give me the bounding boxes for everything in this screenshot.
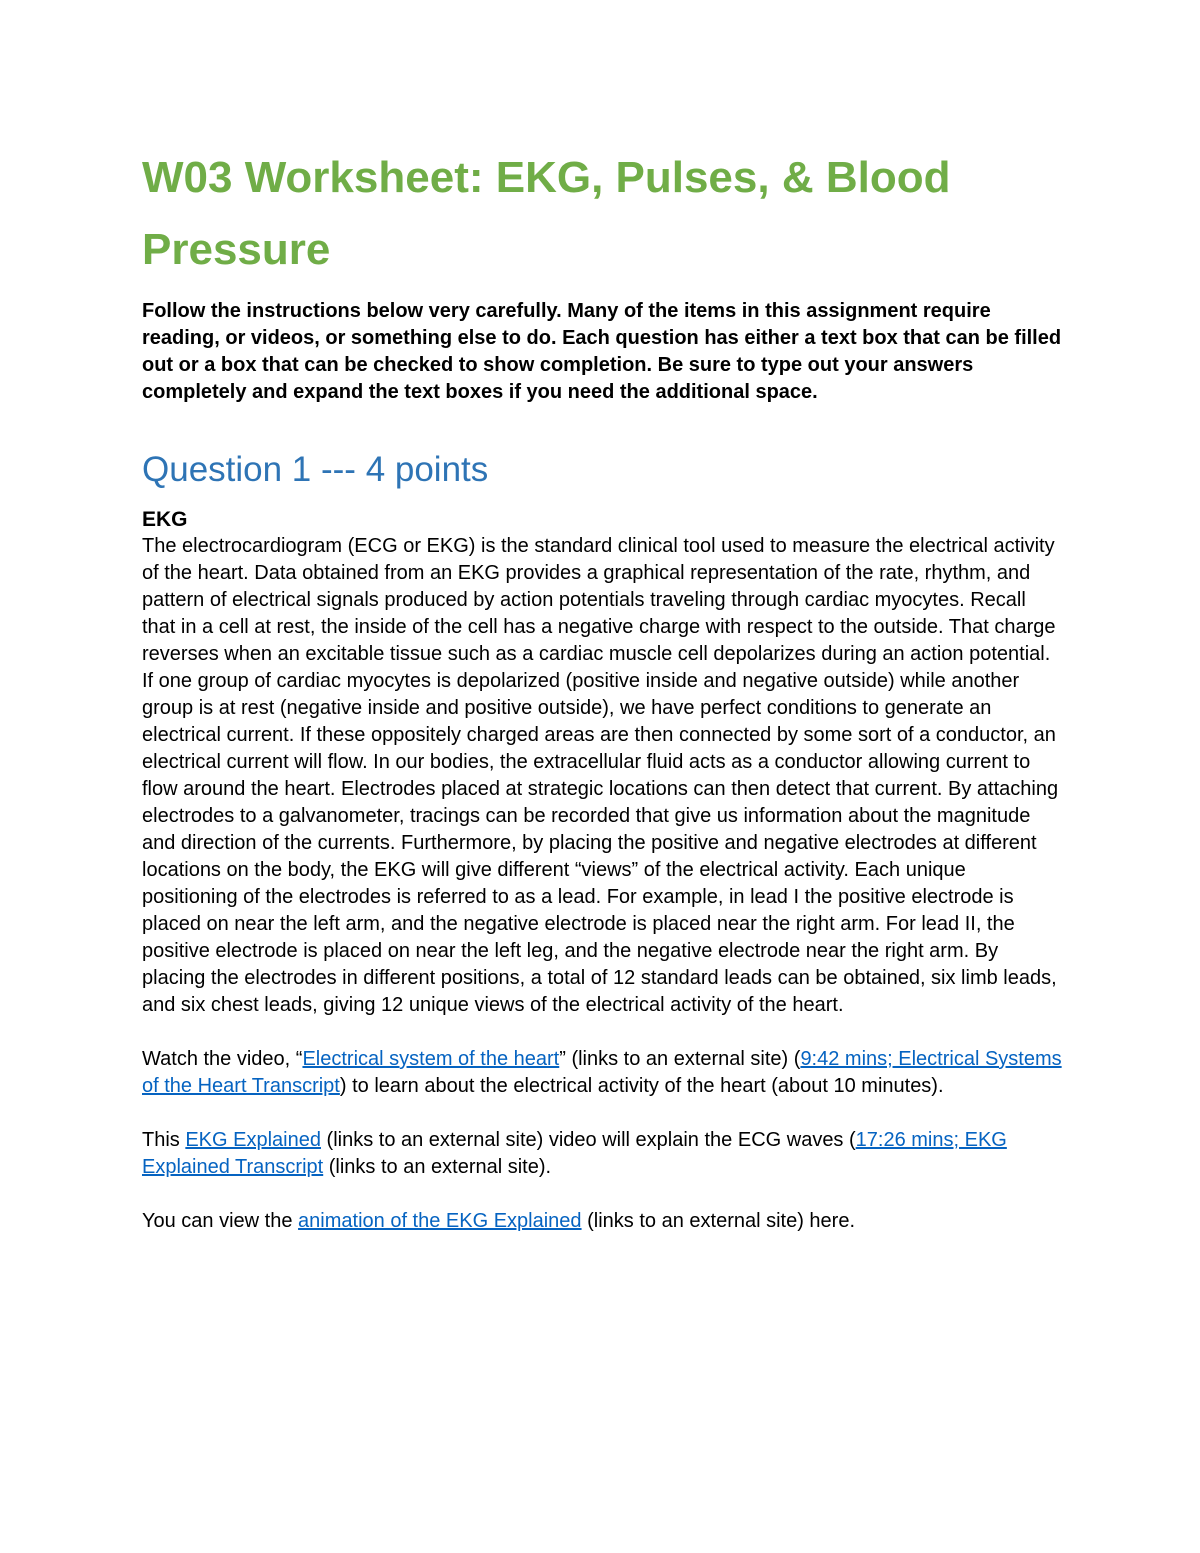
animation-text-2: (links to an external site) here. <box>581 1210 856 1232</box>
electrical-system-video-link[interactable]: Electrical system of the heart <box>302 1048 560 1070</box>
watch-text-1: Watch the video, “ <box>142 1048 303 1070</box>
ekg-explained-video-link[interactable]: EKG Explained <box>185 1129 321 1151</box>
ekg-explained-transcript-link[interactable]: 17:26 mins; EKG Explained Transcript <box>142 1129 1007 1178</box>
watch-video-paragraph <box>142 1046 1062 1100</box>
ekg-text-1: This <box>142 1129 186 1151</box>
watch-text-2: ” (links to an external site) ( <box>559 1048 801 1070</box>
intro-instructions: Follow the instructions below very carefully. Many of the items in this assignment require reading, or videos, or something else to do. Each question has either a text box that can be filled out or a box that can be checked to show completion. Be sure to type out your answers completely and expand the text boxes if you need the additional space. <box>142 300 1062 403</box>
electrical-system-transcript-link[interactable]: 9:42 mins; Electrical Systems of the Heart Transcript <box>142 1048 1062 1097</box>
animation-paragraph <box>142 1208 1062 1235</box>
question-1-heading: Question 1 --- 4 points <box>142 450 489 489</box>
worksheet-title: W03 Worksheet: EKG, Pulses, & Blood Pressure <box>142 153 951 274</box>
watch-text-3: ) to learn about the electrical activity of the heart (about 10 minutes). <box>339 1075 944 1097</box>
animation-text-1: You can view the <box>142 1210 299 1232</box>
ekg-subheading: EKG <box>142 508 188 531</box>
ekg-animation-link[interactable]: animation of the EKG Explained <box>298 1210 582 1232</box>
ekg-explained-paragraph <box>142 1127 1062 1181</box>
ekg-text-2: (links to an external site) video will explain the ECG waves ( <box>320 1129 856 1151</box>
ekg-text-3: (links to an external site). <box>323 1156 552 1178</box>
document-content <box>142 142 1062 1235</box>
ekg-body-paragraph: The electrocardiogram (ECG or EKG) is the standard clinical tool used to measure the electrical activity of the heart. Data obtained from an EKG provides a graphical representation of the rate, rhythm, and pattern of electrical signals produced by action potentials traveling through cardiac myocytes. Recall that in a cell at rest, the inside of the cell has a negative charge with respect to the outside. That charge reverses when an excitable tissue such as a cardiac muscle cell depolarizes during an action potential. If one group of cardiac myocytes is depolarized (positive inside and negative outside) while another group is at rest (negative inside and positive outside), we have perfect conditions to generate an electrical current. If these oppositely charged areas are then connected by some sort of a conductor, an electrical current will flow. In our bodies, the extracellular fluid acts as a conductor allowing current to flow around the heart. Electrodes placed at strategic locations can then detect that current. By attaching electrodes to a galvanometer, tracings can be recorded that give us information about the magnitude and direction of the currents. Furthermore, by placing the positive and negative electrodes at different locations on the body, the EKG will give different “views” of the electrical activity. Each unique positioning of the electrodes is referred to as a lead. For example, in lead I the positive electrode is placed on near the left arm, and the negative electrode is placed near the right arm. For lead II, the positive electrode is placed on near the left leg, and the negative electrode near the right arm. By placing the electrodes in different positions, a total of 12 standard leads can be obtained, six limb leads, and six chest leads, giving 12 unique views of the electrical activity of the heart. <box>142 535 1059 1016</box>
